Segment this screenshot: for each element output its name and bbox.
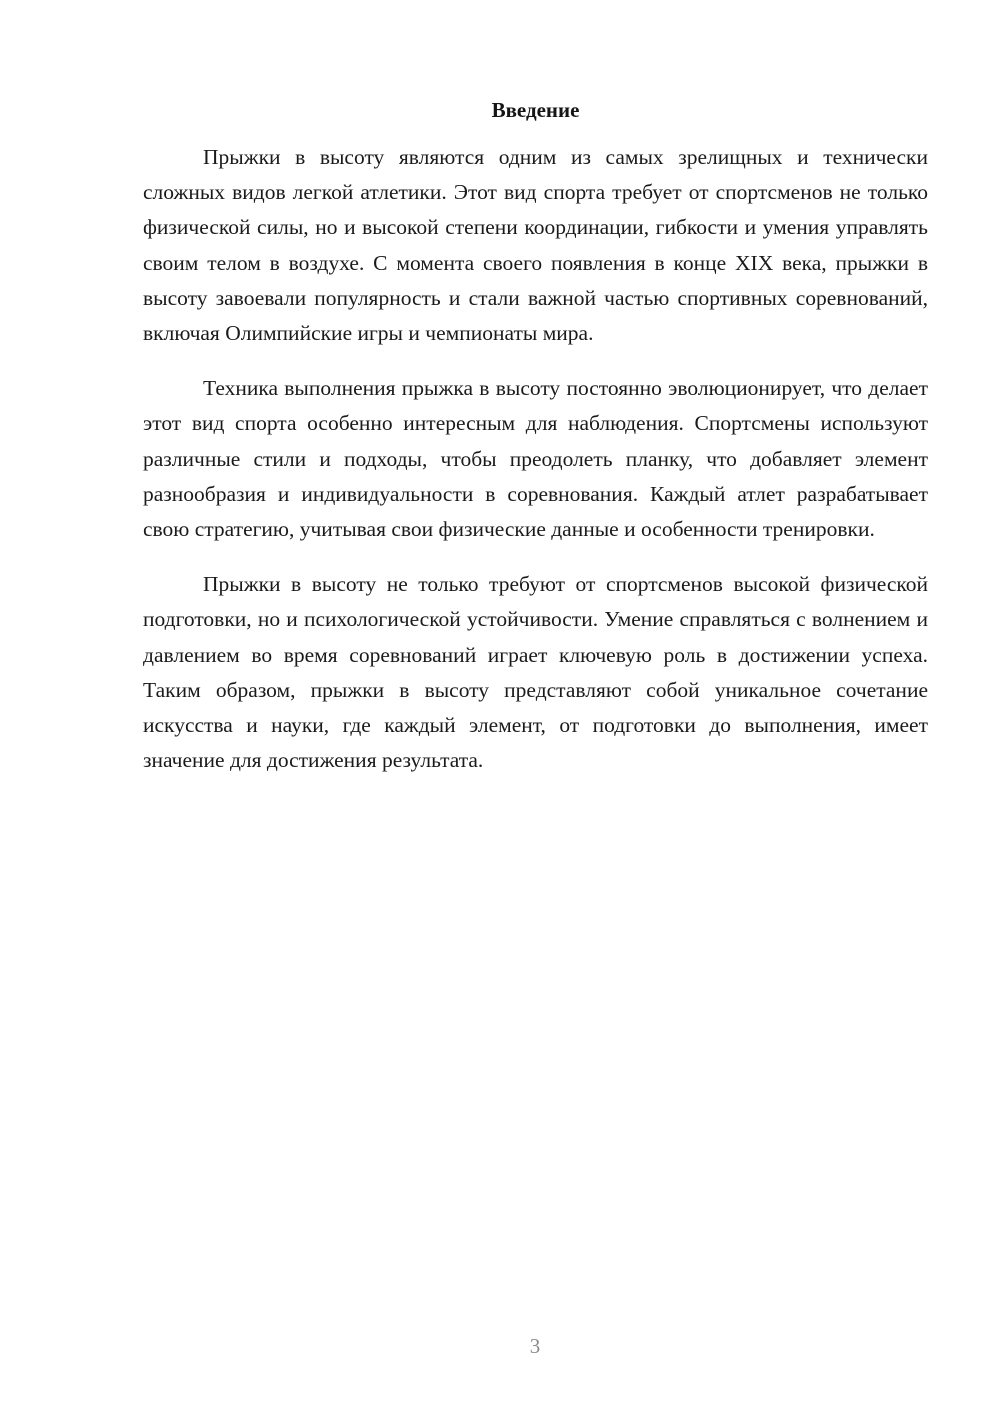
section-heading: Введение	[491, 98, 580, 122]
paragraph-2: Техника выполнения прыжка в высоту постоянно эволюционирует, что делает этот вид спорта особенно интересным для наблюдения. Спортсмены используют различные стили и подходы, чтобы преодолеть планку, что добавляет элемент разнообразия и индивидуальности в соревнования. Каждый атлет разрабатывает свою стратегию, учитывая свои физические данные и особенности тренировки.	[143, 376, 928, 542]
page-number: 3	[529, 1334, 541, 1358]
paragraph-1: Прыжки в высоту являются одним из самых зрелищных и технически сложных видов легкой атлетики. Этот вид спорта требует от спортсменов не только физической силы, но и высокой степени координации, гибкости и умения управлять своим телом в воздухе. С момента своего появления в конце XIX века, прыжки в высоту завоевали популярность и стали важной частью спортивных соревнований, включая Олимпийские игры и чемпионаты мира.	[143, 145, 928, 346]
paragraph-3: Прыжки в высоту не только требуют от спортсменов высокой физической подготовки, но и психологической устойчивости. Умение справляться с волнением и давлением во время соревнований играет ключевую роль в достижении успеха. Таким образом, прыжки в высоту представляют собой уникальное сочетание искусства и науки, где каждый элемент, от подготовки до выполнения, имеет значение для достижения результата.	[143, 572, 928, 773]
page-content	[143, 94, 928, 798]
